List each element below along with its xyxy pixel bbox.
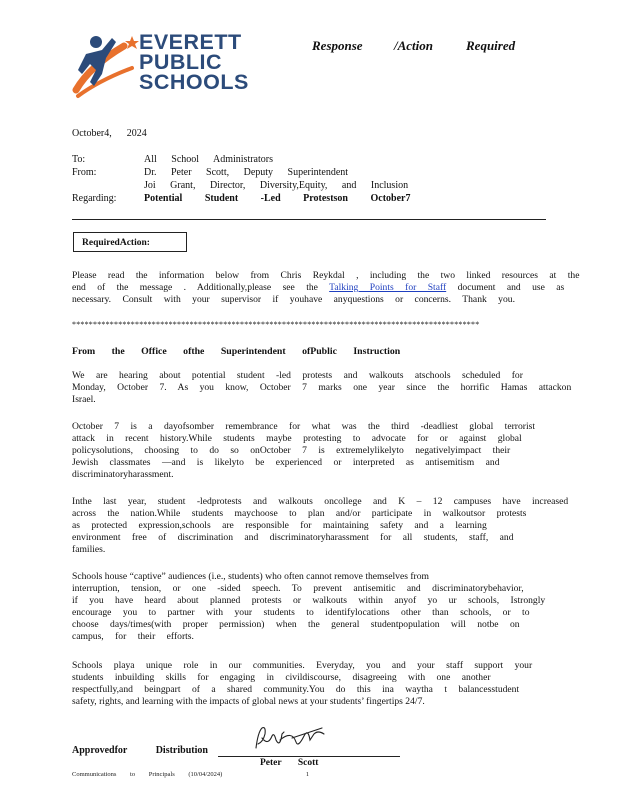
regarding-value: Potential Student -Led Protestson October7 bbox=[144, 193, 411, 204]
intro-line-1: Please read the information below from Chris Reykdal , including the two linked resources at the bbox=[72, 270, 580, 281]
approved-for-distribution: Approvedfor Distribution bbox=[72, 745, 208, 756]
signature-line bbox=[218, 756, 400, 757]
p3-line-2: across the nation.While students maychoose to plan and/or participate in walkoutsor protests bbox=[72, 508, 527, 519]
intro-line-3: necessary. Consult with your supervisor if youhave anyquestions or concerns. Thank you. bbox=[72, 294, 515, 305]
p4-line-1: Schools house “captive” audiences (i.e., students) who often cannot remove themselves from bbox=[72, 571, 429, 582]
p2-line-5: discriminatoryharassment. bbox=[72, 469, 174, 480]
p2-line-2: attack in recent history.While students maybe protesting to advocate for or against global bbox=[72, 433, 522, 444]
header-divider bbox=[72, 219, 546, 220]
p4-line-6: campus, for their efforts. bbox=[72, 631, 194, 642]
signer-name: Peter Scott bbox=[260, 758, 319, 768]
p1-line-1: We are hearing about potential student -led protests and walkouts atschools scheduled for bbox=[72, 370, 523, 381]
paragraph-5 bbox=[72, 660, 542, 708]
page-footer bbox=[72, 771, 309, 778]
p5-line-2: students inbuilding skills for engaging in civildiscourse, disagreeing with one another bbox=[72, 672, 491, 683]
logo-line-3: SCHOOLS bbox=[139, 70, 249, 94]
eps-logo bbox=[72, 30, 272, 110]
action-word: /Action bbox=[394, 38, 434, 53]
intro-line-2 bbox=[72, 282, 565, 294]
intro-line-2a: end of the message . Additionally,please see the bbox=[72, 282, 318, 293]
p5-line-4: safety, rights, and learning with the impacts of global news at your students’ fingertips 24/7. bbox=[72, 696, 425, 707]
p1-line-2: Monday, October 7. As you know, October 7 marks one year since the horrific Hamas attackon bbox=[72, 382, 572, 393]
from-label: From: bbox=[72, 167, 97, 178]
p2-line-4: Jewish classmates —and is likelyto be experienced or interpreted as antisemitism and bbox=[72, 457, 500, 468]
regarding-label: Regarding: bbox=[72, 193, 117, 204]
p4-line-2: interruption, tension, or one -sided speech. To prevent antisemitic and discriminatorybehavior, bbox=[72, 583, 524, 594]
logo-line-1: EVERETT bbox=[139, 30, 242, 54]
p4-line-5: choose days/times(with proper permission) when the general studentpopulation will notbe on bbox=[72, 619, 520, 630]
p3-line-4: environment free of discrimination and discriminatoryharassment for all students, staff, and bbox=[72, 532, 514, 543]
paragraph-3 bbox=[72, 496, 569, 556]
p2-line-3: policysolutions, choosing to do so onOctober 7 is extremelylikelyto negativelyimpact their bbox=[72, 445, 511, 456]
eps-logo-mark-icon bbox=[72, 30, 142, 108]
logo-wordmark bbox=[139, 32, 279, 92]
paragraph-1 bbox=[72, 370, 572, 406]
intro-paragraph bbox=[72, 270, 580, 306]
talking-points-link[interactable]: Talking Points for Staff bbox=[329, 282, 447, 293]
required-word: Required bbox=[466, 38, 516, 53]
p1-line-3: Israel. bbox=[72, 394, 96, 405]
from-value-2: Joi Grant, Director, Diversity,Equity, and Inclusion bbox=[144, 180, 409, 191]
to-label: To: bbox=[72, 154, 86, 165]
separator-stars: ************************************************************************************************* bbox=[72, 320, 480, 329]
handwritten-signature bbox=[252, 722, 332, 756]
p3-line-1: Inthe last year, student -ledprotests and walkouts oncollege and K – 12 campuses have increased bbox=[72, 496, 569, 507]
logo-line-2: PUBLIC bbox=[139, 50, 223, 74]
section-title: From the Office ofthe Superintendent ofPublic Instruction bbox=[72, 346, 401, 357]
memo-date: October4, 2024 bbox=[72, 128, 147, 139]
p5-line-1: Schools playa unique role in our communities. Everyday, you and your staff support your bbox=[72, 660, 533, 671]
intro-line-2b: document and use as bbox=[457, 282, 565, 293]
p5-line-3: respectfully,and beingpart of a shared community.You do this ina waytha t balancesstudent bbox=[72, 684, 520, 695]
footer-left: Communications to Principals (10/04/2024) bbox=[72, 771, 223, 778]
p3-line-3: as protected expression,schools are responsible for maintaining safety and a learning bbox=[72, 520, 487, 531]
required-action-box: RequiredAction: bbox=[73, 232, 187, 252]
p2-line-1: October 7 is a dayofsomber remembrance for what was the third -deadliest global terrorist bbox=[72, 421, 536, 432]
to-value: All School Administrators bbox=[144, 154, 273, 165]
paragraph-2 bbox=[72, 421, 542, 481]
footer-page-number: 1 bbox=[305, 771, 310, 778]
from-value-1: Dr. Peter Scott, Deputy Superintendent bbox=[144, 167, 349, 178]
response-word: Response bbox=[312, 38, 363, 53]
p3-line-5: families. bbox=[72, 544, 106, 555]
paragraph-4 bbox=[72, 571, 546, 643]
p4-line-3: if you have heard about planned protests or walkouts within anyof yo ur schools, Istrongly bbox=[72, 595, 546, 606]
p4-line-4: encourage you to partner with your students to identifylocations other than schools, or to bbox=[72, 607, 530, 618]
